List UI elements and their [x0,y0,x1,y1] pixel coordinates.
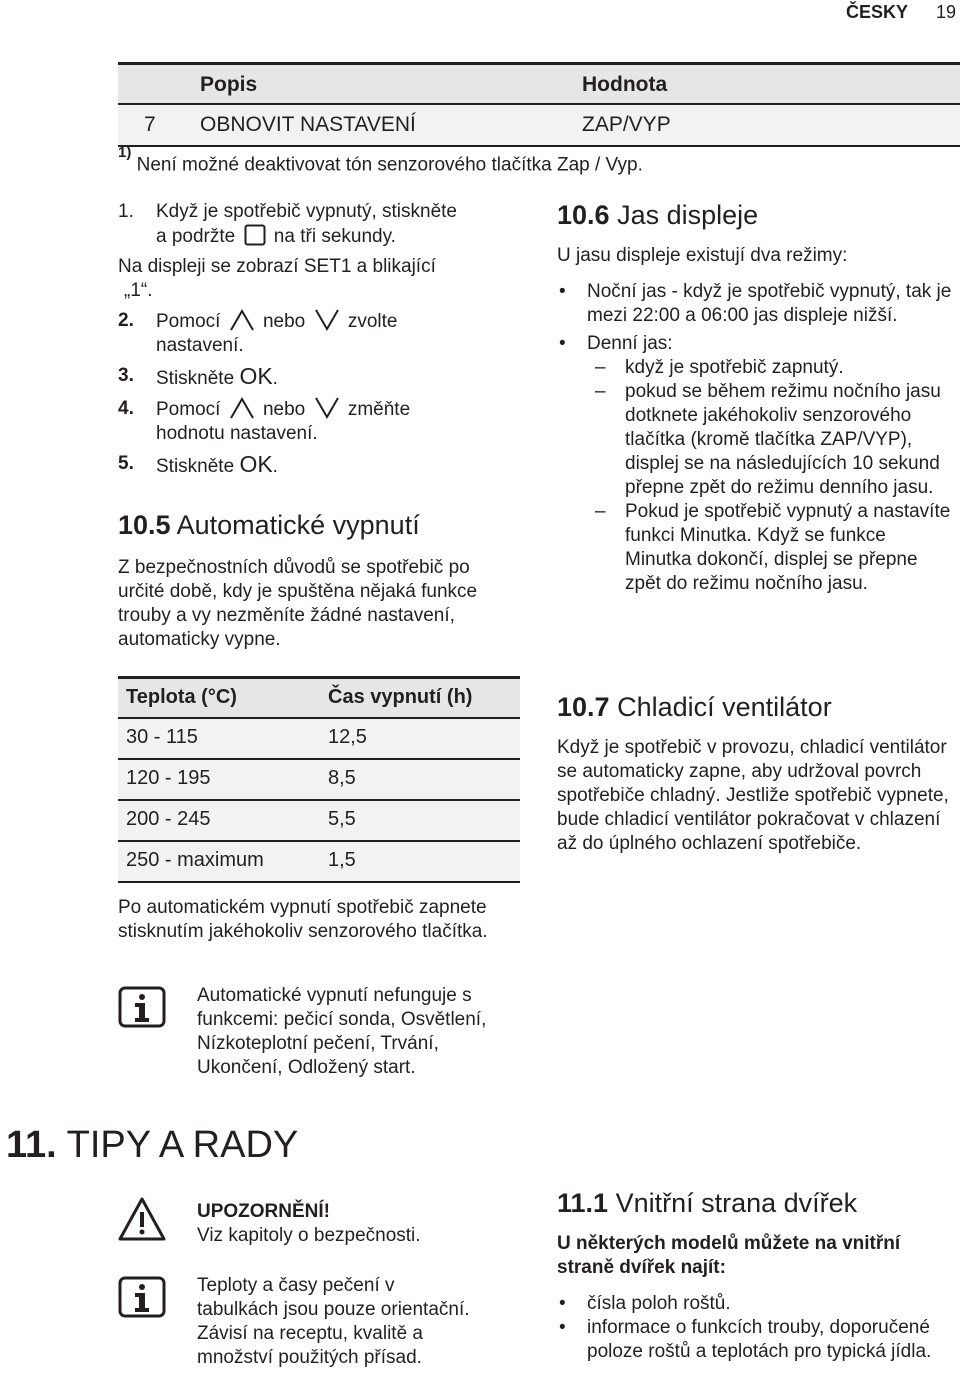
ok-icon: OK [239,363,273,389]
cell-temperature: 200 - 245 [126,808,211,830]
chevron-down-icon [314,309,340,331]
step-1 [118,200,518,249]
dash-icon: – [595,357,606,378]
header-hodnota: Hodnota [582,73,668,96]
brightness-list [557,280,957,596]
step-4 [118,397,518,446]
list-item [557,500,957,596]
section-11-1-heading [557,1188,857,1219]
header-temperature: Teplota (°C) [126,686,237,708]
step-3 [118,364,518,391]
step-text: . [272,368,278,389]
section-10-7-paragraph: Když je spotřebič v provozu, chladicí ventilátor se automaticky zapne, aby udržoval povrch spotřebiče chladný. Jestliže spotřebič vypnete, bude chladicí ventilátor pokračovat v chlazení až do úplného ochlazení spotřebiče. [557,737,949,854]
section-number: 10.6 [557,200,610,230]
warning-title: UPOZORNĚNÍ! [197,1201,330,1222]
header-language: ČESKY [846,2,909,22]
cell-off-time: 5,5 [328,808,356,830]
step-number: 3. [118,365,134,386]
step-2 [118,309,518,358]
step-text: Stiskněte [156,368,235,389]
info-icon [118,986,166,1028]
section-11-1-intro: U některých modelů můžete na vnitřní straně dvířek najít: [557,1233,901,1278]
bullet-icon: • [559,1293,566,1314]
list-item-text: Denní jas: [587,333,673,354]
section-10-5-paragraph: Z bezpečnostních důvodů se spotřebič po určité době, kdy je spuštěna nějaká funkce trouby a vy nezměníte žádné nastavení, automaticky vypne. [118,557,478,650]
step-text: změňte [347,399,411,420]
cell-temperature: 120 - 195 [126,767,211,789]
step-text: Pomocí [156,311,221,332]
section-10-6-intro: U jasu displeje existují dva režimy: [557,245,848,266]
step-text: Pomocí [156,399,221,420]
bullet-icon: • [559,281,566,302]
table-header [118,65,960,103]
section-title: TIPY A RADY [66,1124,299,1166]
auto-off-table [118,676,520,883]
list-item-text: pokud se během režimu nočního jasu dotknete jakéhokoliv senzorového tlačítka (kromě tlačítka ZAP/VYP), displej se na následujících 10 sekund přepne zpět do režimu denního jasu. [625,381,941,498]
door-list [557,1292,957,1364]
section-10-7-heading [557,692,832,723]
list-item-text: Noční jas - když je spotřebič vypnutý, tak je mezi 22:00 a 06:00 jas displeje nižší. [587,281,952,326]
section-10-5-heading [118,510,420,541]
table-header [118,679,520,717]
list-item [557,380,957,500]
cell-off-time: 8,5 [328,767,356,789]
list-item-text: informace o funkcích trouby, doporučené poloze roštů a teplotách pro typická jídla. [587,1317,932,1362]
section-title: Jas displeje [617,200,759,230]
section-number: 11.1 [557,1188,609,1218]
display-note [118,255,518,303]
row-number: 7 [144,113,156,136]
display-note-text: „1“. [124,280,153,301]
section-number: 10.7 [557,692,610,722]
list-item [557,1292,957,1316]
list-item [557,280,957,328]
step-text: a podržte [156,226,236,247]
list-item [557,332,957,356]
table-row [118,799,520,840]
step-text: nebo [262,311,306,332]
section-10-5-after: Po automatickém vypnutí spotřebič zapnete stisknutím jakéhokoliv senzorového tlačítka. [118,897,488,942]
chevron-up-icon [229,309,255,331]
step-text: nastavení. [156,335,244,356]
step-text: Když je spotřebič vypnutý, stiskněte [156,201,457,222]
warning-note [197,1200,517,1248]
footnote-mark: 1) [118,144,132,161]
settings-table [118,62,960,147]
chevron-up-icon [229,397,255,419]
info-icon [118,1276,166,1318]
bullet-icon: • [559,1317,566,1338]
list-item-text: Pokud je spotřebič vypnutý a nastavíte funkci Minutka. Když se funkce Minutka dokončí, displej se přepne zpět do režimu nočního jasu. [625,501,951,594]
info-note-tips: Teploty a časy pečení v tabulkách jsou pouze orientační. Závisí na receptu, kvalitě a množství použitých přísad. [197,1275,470,1368]
section-11-heading [6,1124,298,1167]
header-off-time: Čas vypnutí (h) [328,686,473,708]
section-title: Chladicí ventilátor [617,692,832,722]
table-row [118,840,520,883]
cell-temperature: 250 - maximum [126,849,264,871]
header-popis: Popis [200,73,258,96]
step-text: hodnotu nastavení. [156,423,318,444]
section-title: Automatické vypnutí [176,510,420,540]
footnote-text: Není možné deaktivovat tón senzorového tlačítka Zap / Vyp. [136,154,643,176]
footnote [118,144,643,176]
list-item [557,356,957,380]
dash-icon: – [595,501,606,522]
list-item-text: když je spotřebič zapnutý. [625,357,844,378]
warning-icon [117,1196,167,1242]
row-hodnota: ZAP/VYP [582,113,671,136]
ok-icon: OK [239,451,273,477]
step-text: Stiskněte [156,456,235,477]
warning-text: Viz kapitoly o bezpečnosti. [197,1225,421,1246]
section-title: Vnitřní strana dvířek [615,1188,858,1218]
table-row [118,103,960,147]
cell-off-time: 12,5 [328,726,367,748]
step-number: 1. [118,201,134,222]
step-text: . [272,456,278,477]
page-number: 19 [936,2,957,22]
cell-temperature: 30 - 115 [126,726,198,748]
table-row [118,758,520,799]
cell-off-time: 1,5 [328,849,356,871]
step-text: nebo [262,399,306,420]
dash-icon: – [595,381,606,402]
power-square-icon [244,224,266,246]
section-number: 11. [6,1124,57,1166]
step-number: 4. [118,398,134,419]
step-number: 5. [118,453,134,474]
steps-list [118,200,518,485]
step-text: zvolte [347,311,398,332]
step-5 [118,452,518,479]
section-10-6-heading [557,200,758,231]
display-note-text: Na displeji se zobrazí SET1 a blikající [118,256,436,277]
row-popis: OBNOVIT NASTAVENÍ [200,113,416,136]
bullet-icon: • [559,333,566,354]
section-number: 10.5 [118,510,171,540]
chevron-down-icon [314,397,340,419]
step-text: na tři sekundy. [273,226,396,247]
info-note-auto-off: Automatické vypnutí nefunguje s funkcemi: pečicí sonda, Osvětlení, Nízkoteplotní pečení, Trvání, Ukončení, Odložený start. [197,985,487,1078]
list-item [557,1316,957,1364]
list-item-text: čísla poloh roštů. [587,1293,731,1314]
step-number: 2. [118,310,134,331]
table-row [118,717,520,758]
